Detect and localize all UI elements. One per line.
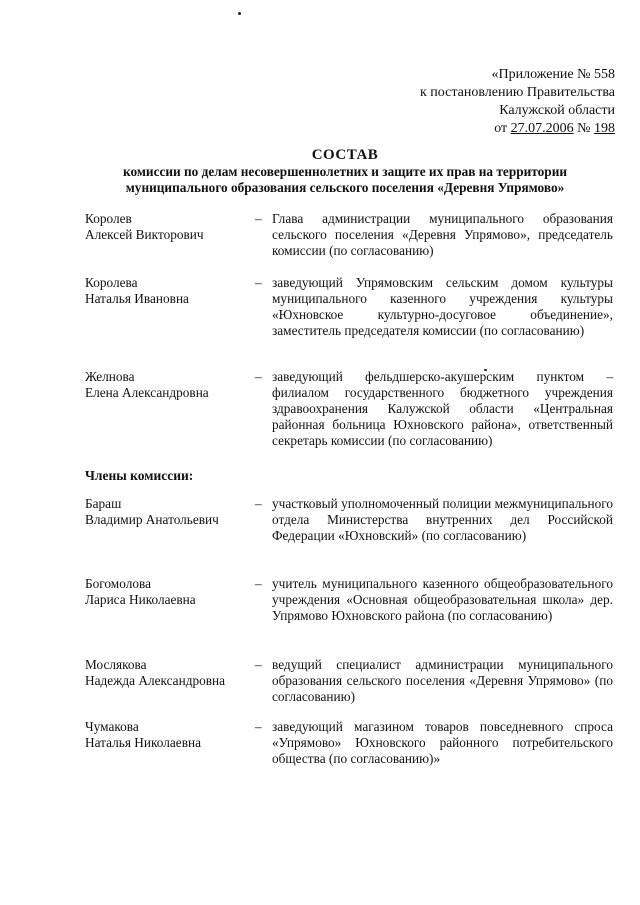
appendix-date: 27.07.2006: [510, 121, 574, 136]
dash-separator: –: [255, 719, 262, 734]
appendix-line-2: к постановлению Правительства: [419, 85, 615, 100]
person-surname: Желнова: [85, 369, 135, 384]
person-role: участковый уполномоченный полиции межмуниципального отдела Министерства внутренних дел Российской Федерации «Юхновский» (по согласованию): [272, 496, 613, 543]
person-name: [85, 657, 250, 689]
appendix-line-1: «Приложение № 558: [491, 67, 615, 82]
person-given-names: Надежда Александровна: [85, 673, 226, 688]
person-given-names: Наталья Николаевна: [85, 735, 202, 750]
person-given-names: Наталья Ивановна: [85, 291, 189, 306]
appendix-number: 198: [594, 121, 615, 136]
person-role: заведующий фельдшерско-акушерским пунктом – филиалом государственного бюджетного учреждения здравоохранения Калужской области «Центральная районная больница Юхновского района», ответственный секретарь комиссии (по согласованию): [272, 369, 613, 448]
appendix-date-prefix: от: [494, 121, 511, 136]
appendix-line-4: [420, 120, 615, 138]
person-surname: Бараш: [85, 496, 122, 511]
person-surname: Королева: [85, 275, 138, 290]
person-given-names: Лариса Николаевна: [85, 592, 196, 607]
person-name: [85, 369, 250, 401]
person-surname: Чумакова: [85, 719, 139, 734]
person-name: [85, 275, 250, 307]
appendix-line-3: Калужской области: [499, 103, 615, 118]
appendix-header: [420, 66, 615, 138]
person-role: учитель муниципального казенного общеобразовательного учреждения «Основная общеобразовательная школа» дер. Упрямово Юхновского района (по согласованию): [272, 576, 613, 623]
dash-separator: –: [255, 211, 262, 226]
person-role: заведующий Упрямовским сельским домом культуры муниципального казенного учреждения культуры «Юхновское культурно-досуговое объединение», заместитель председателя комиссии (по согласованию): [272, 275, 613, 338]
members-heading: Члены комиссии:: [85, 468, 194, 483]
title-subtitle-line-1: комиссии по делам несовершеннолетних и защите их прав на территории: [122, 164, 568, 179]
dash-separator: –: [255, 576, 262, 591]
person-name: [85, 576, 250, 608]
person-surname: Богомолова: [85, 576, 151, 591]
dash-separator: –: [255, 275, 262, 290]
scan-speck: [238, 12, 241, 15]
person-given-names: Елена Александровна: [85, 385, 209, 400]
person-role: заведующий магазином товаров повседневного спроса «Упрямово» Юхновского районного потребительского общества (по согласованию)»: [272, 719, 613, 766]
person-name: [85, 496, 250, 528]
dash-separator: –: [255, 369, 262, 384]
appendix-number-sign: №: [573, 121, 594, 136]
person-name: [85, 211, 250, 243]
person-surname: Королев: [85, 211, 132, 226]
dash-separator: –: [255, 496, 262, 511]
person-given-names: Владимир Анатольевич: [85, 512, 219, 527]
title-subtitle-line-2: муниципального образования сельского поселения «Деревня Упрямово»: [125, 180, 565, 195]
person-given-names: Алексей Викторович: [85, 227, 204, 242]
person-name: [85, 719, 250, 751]
document-title: [60, 146, 630, 196]
person-role: Глава администрации муниципального образования сельского поселения «Деревня Упрямово», председатель комиссии (по согласованию): [272, 211, 613, 258]
person-surname: Мослякова: [85, 657, 147, 672]
dash-separator: –: [255, 657, 262, 672]
title-main: СОСТАВ: [311, 147, 379, 163]
person-role: ведущий специалист администрации муниципального образования сельского поселения «Деревня Упрямово» (по согласованию): [272, 657, 613, 704]
